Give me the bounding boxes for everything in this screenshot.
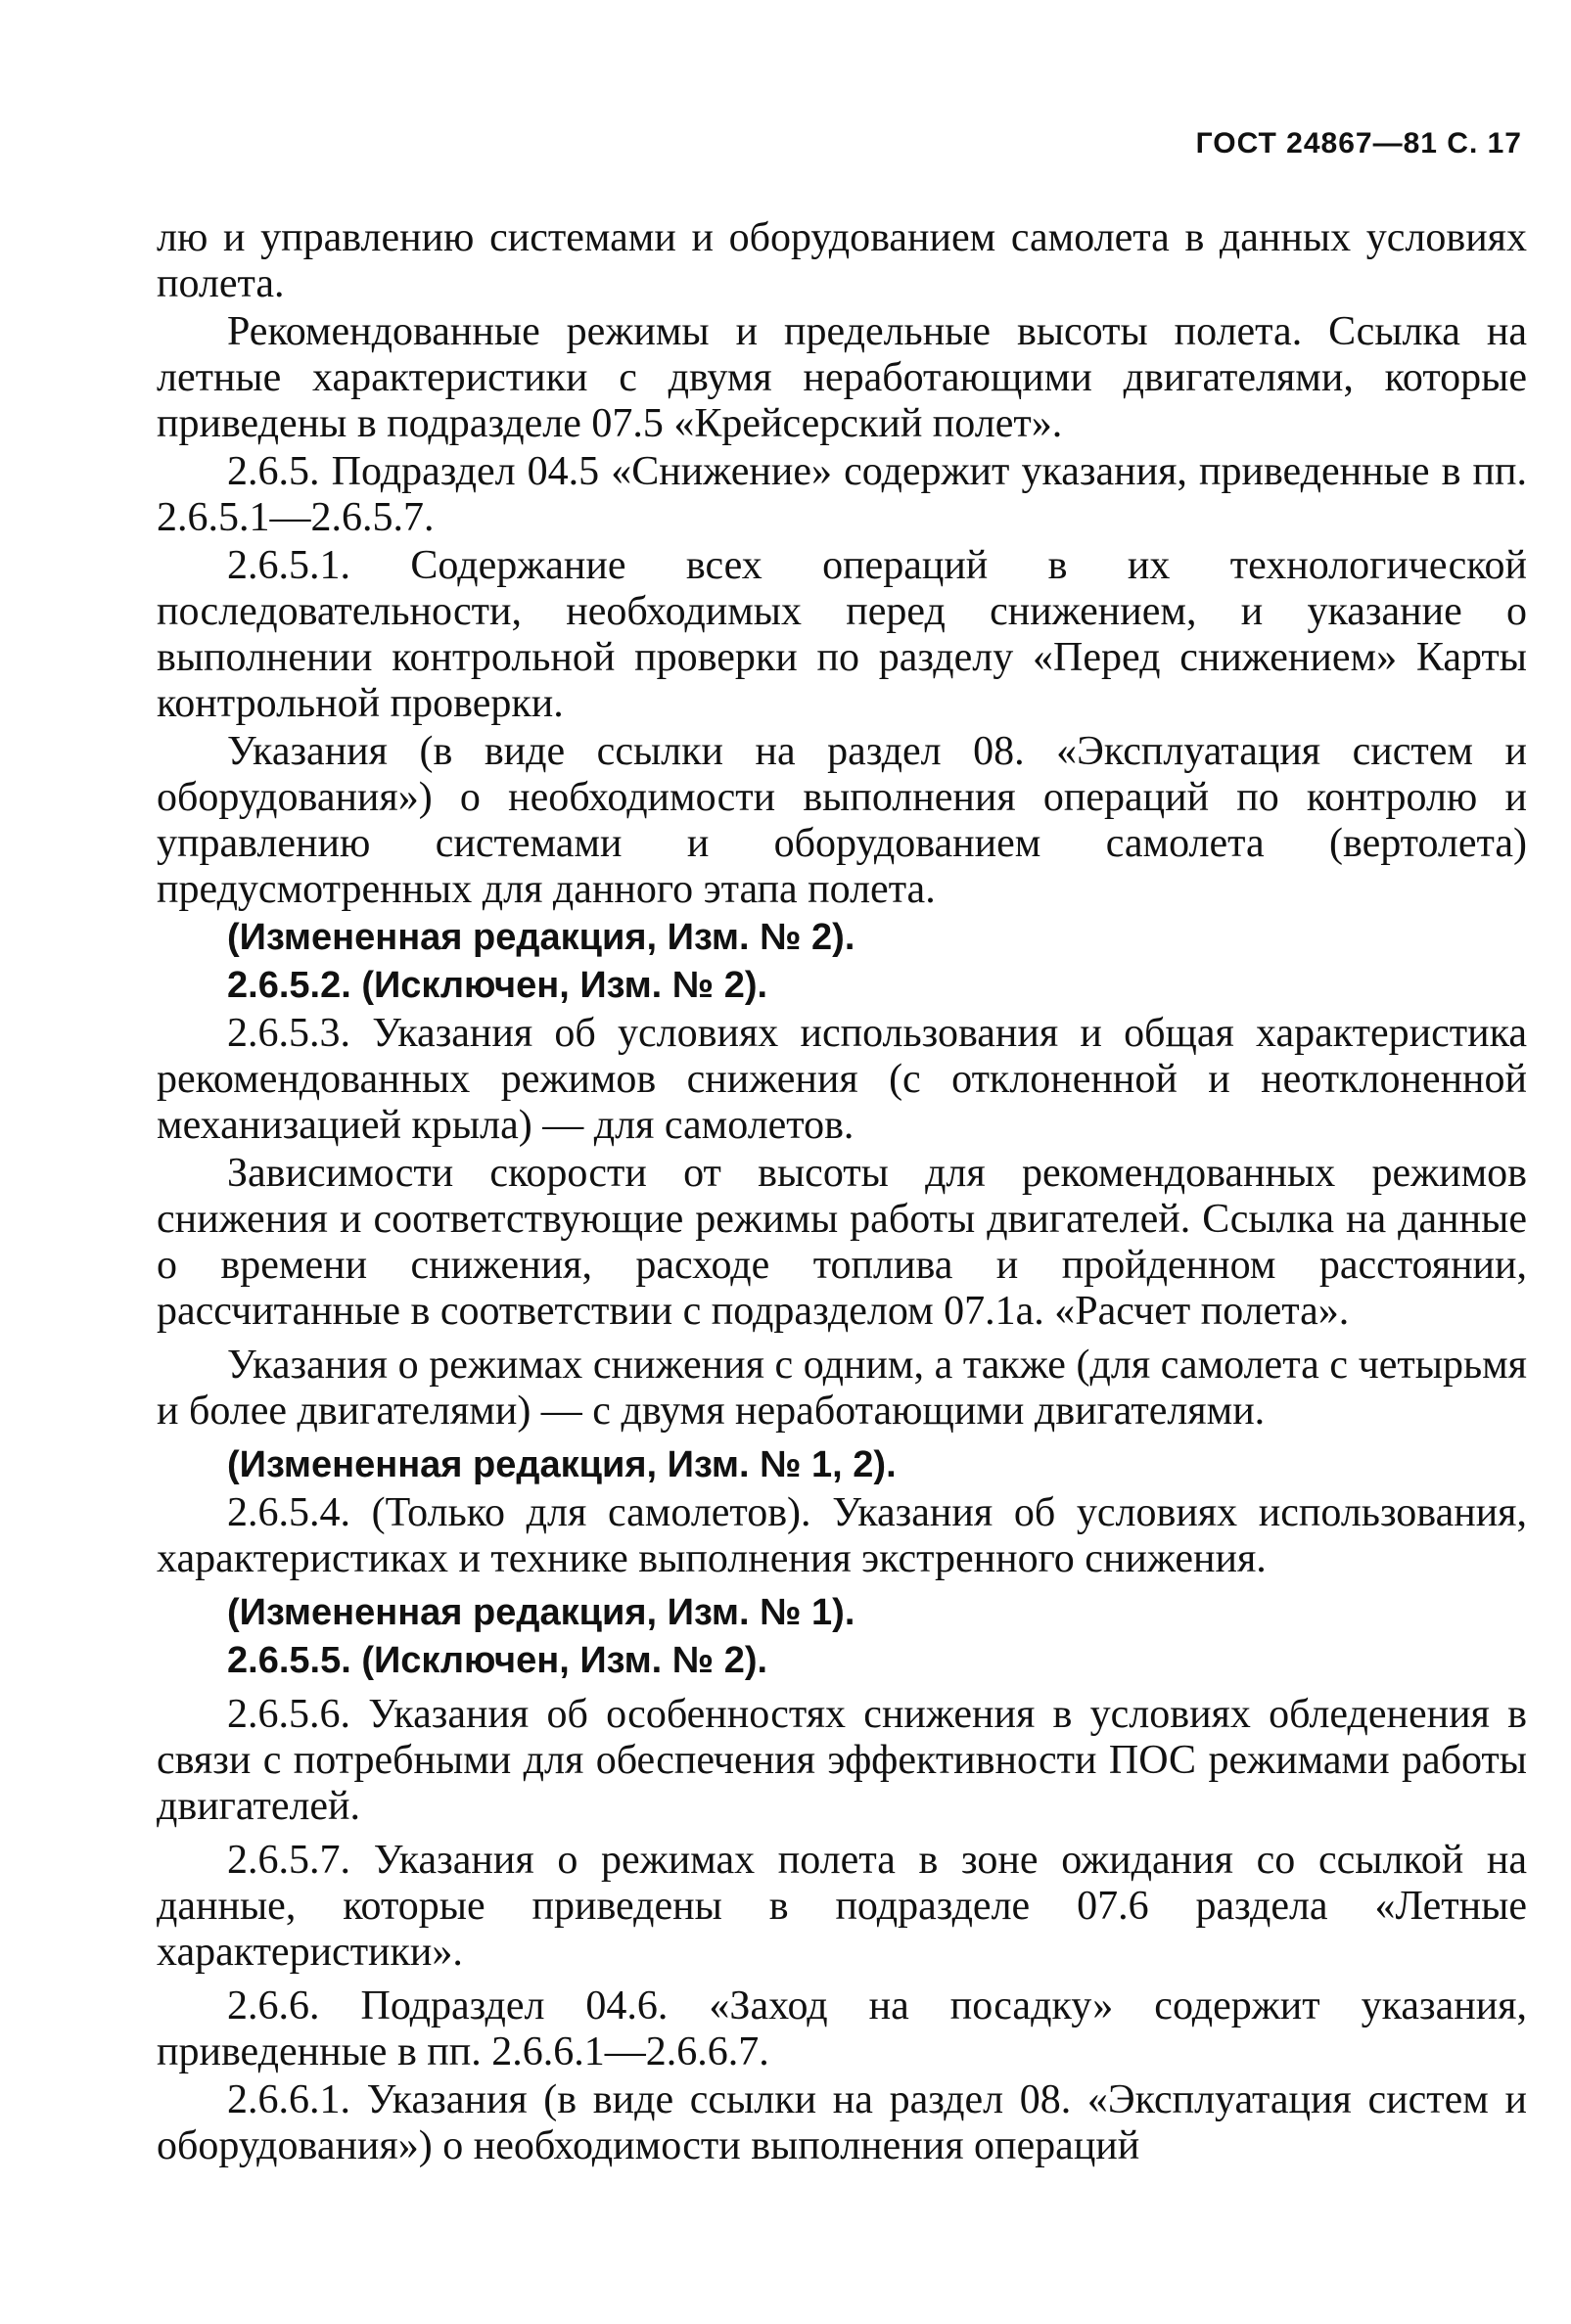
section-heading-2-6-5: 2.6.5. Подраздел 04.5 «Снижение» содержит указания, приведенные в пп. 2.6.5.1—2.6.5.7.: [157, 449, 1527, 540]
amendment-note: (Измененная редакция, Изм. № 1, 2).: [227, 1444, 897, 1485]
document-body: [157, 215, 1527, 2171]
excluded-note: 2.6.5.5. (Исключен, Изм. № 2).: [227, 1640, 768, 1681]
paragraph: 2.6.5.4. (Только для самолетов). Указания об условиях использования, характеристиках и технике выполнения экстренного снижения.: [157, 1490, 1527, 1581]
paragraph: 2.6.5.6. Указания об особенностях снижения в условиях обледенения в связи с потребными для обеспечения эффективности ПОС режимами работы двигателей.: [157, 1692, 1527, 1829]
section-heading-2-6-6: 2.6.6. Подраздел 04.6. «Заход на посадку» содержит указания, приведенные в пп. 2.6.6.1—2.6.6.7.: [157, 1983, 1527, 2074]
paragraph: 2.6.6.1. Указания (в виде ссылки на раздел 08. «Эксплуатация систем и оборудования») о необходимости выполнения операций: [157, 2077, 1527, 2168]
paragraph: лю и управлению системами и оборудованием самолета в данных условиях полета.: [157, 215, 1527, 306]
excluded-note: 2.6.5.2. (Исключен, Изм. № 2).: [227, 965, 768, 1006]
amendment-note: (Измененная редакция, Изм. № 1).: [227, 1592, 855, 1633]
paragraph: 2.6.5.3. Указания об условиях использования и общая характеристика рекомендованных режимов снижения (с отклоненной и неотклоненной механизацией крыла) — для самолетов.: [157, 1011, 1527, 1148]
paragraph: Указания (в виде ссылки на раздел 08. «Эксплуатация систем и оборудования») о необходимости выполнения операций по контролю и управлению системами и оборудованием самолета (вертолета) предусмотренных для данного этапа полета.: [157, 729, 1527, 912]
amendment-note: (Измененная редакция, Изм. № 2).: [227, 917, 855, 958]
paragraph: Зависимости скорости от высоты для рекомендованных режимов снижения и соответствующие режимы работы двигателей. Ссылка на данные о времени снижения, расходе топлива и пройденном расстоянии, рассчитанные в соответствии с подразделом 07.1а. «Расчет полета».: [157, 1151, 1527, 1334]
paragraph: 2.6.5.7. Указания о режимах полета в зоне ожидания со ссылкой на данные, которые приведены в подразделе 07.6 раздела «Летные характеристики».: [157, 1838, 1527, 1975]
paragraph: Указания о режимах снижения с одним, а также (для самолета с четырьмя и более двигателями) — с двумя неработающими двигателями.: [157, 1343, 1527, 1434]
paragraph: 2.6.5.1. Содержание всех операций в их технологической последовательности, необходимых перед снижением, и указание о выполнении контрольной проверки по разделу «Перед снижением» Карты контрольной проверки.: [157, 543, 1527, 726]
paragraph: Рекомендованные режимы и предельные высоты полета. Ссылка на летные характеристики с двумя неработающими двигателями, которые приведены в подразделе 07.5 «Крейсерский полет».: [157, 309, 1527, 446]
page-header-standard: ГОСТ 24867—81 С. 17: [1195, 127, 1522, 159]
